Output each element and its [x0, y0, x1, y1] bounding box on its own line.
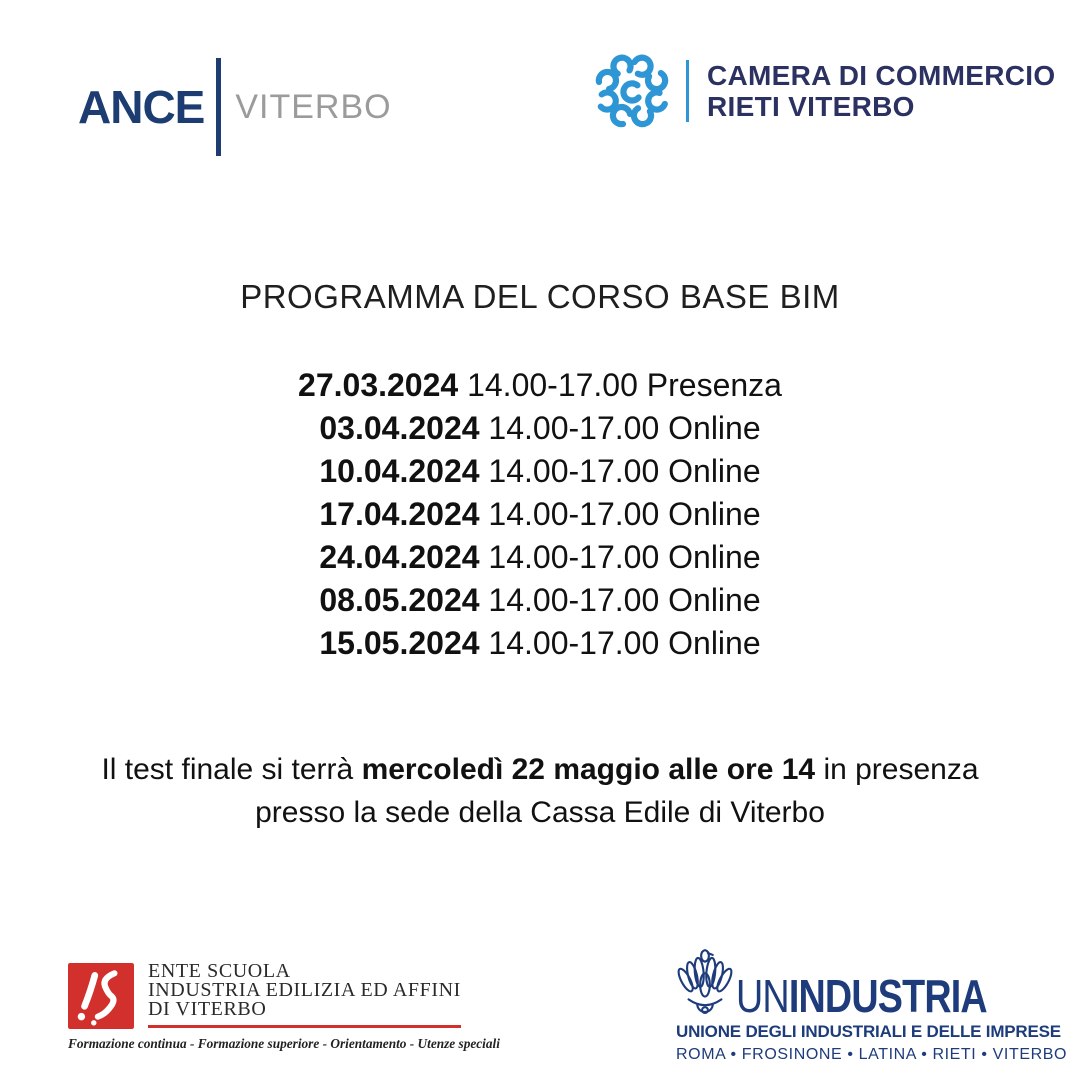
unindustria-industria: INDUSTRIA — [788, 970, 987, 1022]
session-date: 27.03.2024 — [298, 367, 459, 403]
ente-scuola-line2: INDUSTRIA EDILIZIA ED AFFINI — [148, 979, 461, 1001]
camera-line2: RIETI VITERBO — [707, 91, 915, 122]
session-row — [0, 450, 1080, 493]
session-time: 14.00-17.00 — [488, 496, 660, 532]
session-time: 14.00-17.00 — [488, 410, 660, 446]
session-mode: Online — [668, 410, 761, 446]
unindustria-wordmark — [736, 970, 987, 1022]
session-mode: Online — [668, 582, 761, 618]
session-time: 14.00-17.00 — [488, 582, 660, 618]
session-date: 03.04.2024 — [319, 410, 480, 446]
ance-viterbo-logo — [78, 58, 392, 156]
unindustria-subtitle: UNIONE DEGLI INDUSTRIALI E DELLE IMPRESE — [676, 1022, 1061, 1041]
unindustria-logo — [676, 948, 1067, 1064]
session-mode: Online — [668, 539, 761, 575]
final-test-note — [0, 748, 1080, 834]
unindustria-un: UN — [736, 970, 789, 1022]
ente-scuola-brush-icon — [68, 962, 134, 1030]
session-mode: Online — [668, 496, 761, 532]
session-row — [0, 622, 1080, 665]
camera-commercio-logo — [592, 50, 1055, 132]
session-row — [0, 364, 1080, 407]
session-time: 14.00-17.00 — [467, 367, 638, 403]
ente-scuola-line3: DI VITERBO — [148, 998, 267, 1020]
final-note-prefix: Il test finale si terrà — [101, 753, 354, 786]
final-note-suffix: in presenza — [823, 753, 979, 786]
session-row — [0, 493, 1080, 536]
session-time: 14.00-17.00 — [488, 453, 660, 489]
confindustria-eagle-icon — [676, 948, 734, 1016]
session-date: 08.05.2024 — [319, 582, 480, 618]
ente-scuola-logo — [68, 962, 523, 1053]
session-date: 15.05.2024 — [319, 625, 480, 661]
ente-scuola-wordmark — [148, 962, 461, 1028]
ance-location-label: VITERBO — [235, 87, 392, 126]
session-row — [0, 407, 1080, 450]
camera-commercio-rosette-icon — [592, 50, 672, 132]
session-mode: Presenza — [646, 367, 782, 403]
ente-scuola-tagline: Formazione continua - Formazione superiore - Orientamento - Utenze speciali — [68, 1037, 500, 1052]
session-date: 17.04.2024 — [319, 496, 480, 532]
session-date: 10.04.2024 — [319, 453, 480, 489]
ance-wordmark: ANCE — [78, 81, 205, 133]
session-time: 14.00-17.00 — [488, 625, 660, 661]
final-note-highlight: mercoledì 22 maggio alle ore 14 — [361, 753, 816, 786]
session-list — [0, 364, 1080, 665]
session-mode: Online — [668, 625, 761, 661]
final-note-line2: presso la sede della Cassa Edile di Viterbo — [255, 796, 825, 829]
page-title: PROGRAMMA DEL CORSO BASE BIM — [240, 278, 840, 315]
camera-line1: CAMERA DI COMMERCIO — [707, 60, 1056, 91]
session-time: 14.00-17.00 — [488, 539, 660, 575]
camera-commercio-wordmark — [707, 60, 1055, 122]
ance-divider-bar — [216, 58, 221, 156]
session-row — [0, 579, 1080, 622]
session-row — [0, 536, 1080, 579]
camera-divider-bar — [686, 60, 689, 122]
ente-scuola-line1: ENTE SCUOLA — [148, 960, 291, 982]
session-date: 24.04.2024 — [319, 539, 480, 575]
session-mode: Online — [668, 453, 761, 489]
unindustria-cities: ROMA • FROSINONE • LATINA • RIETI • VITERBO — [676, 1046, 1068, 1063]
